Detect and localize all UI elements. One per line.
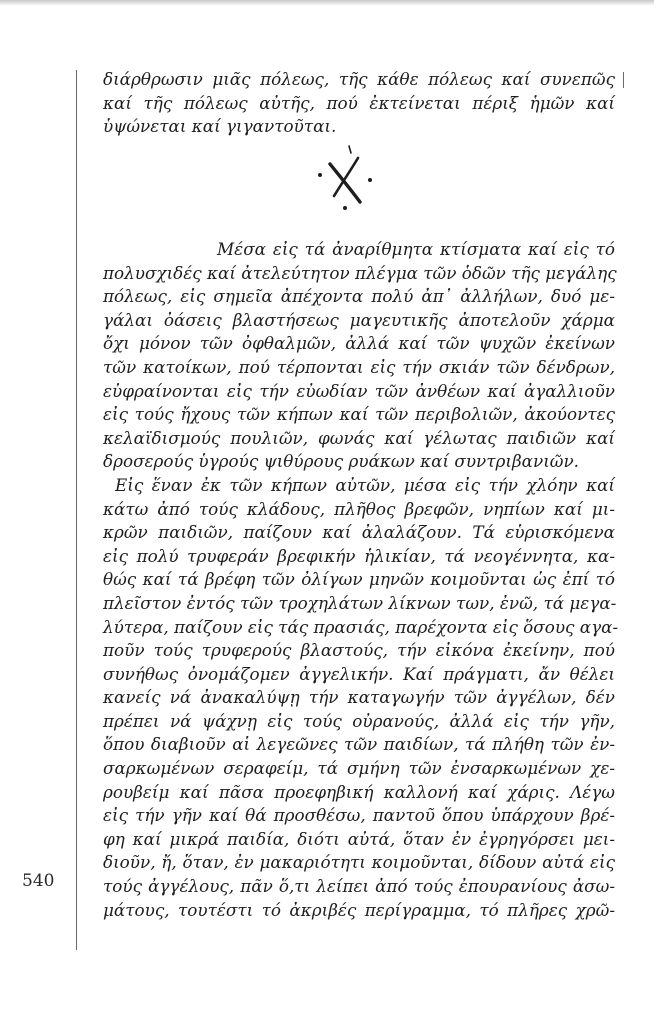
text-line: κάτω ἀπό τούς κλάδους, πλῆθος βρεφῶν, νηπίων καί μι- bbox=[103, 498, 615, 519]
main-section-text bbox=[103, 238, 619, 922]
text-line: θώς καί τά βρέφη τῶν ὀλίγων μηνῶν κοιμοῦνται ὡς ἐπί τό bbox=[103, 569, 615, 590]
text-line: διοῦν, ἤ, ὅταν, ἐν μακαριότητι κοιμοῦνται, δίδουν αὐτά εἰς bbox=[103, 852, 615, 873]
text-line: διάρθρωσιν μιᾶς πόλεως, τῆς κάθε πόλεως καί συνεπῶς bbox=[103, 69, 615, 89]
opening-paragraph-fragment bbox=[103, 68, 615, 139]
text-line: εὐφραίνονται εἰς τήν εὐωδίαν τῶν ἀνθέων καί ἀγαλλιοῦν bbox=[103, 380, 615, 401]
text-line: κανείς νά ἀνακαλύψῃ τήν καταγωγήν τῶν ἀγγέλων, δέν bbox=[103, 687, 615, 708]
text-line: πόλεως, εἰς σημεῖα ἀπέχοντα πολύ ἀπ᾽ ἀλλήλων, δυό με- bbox=[103, 286, 615, 307]
cross-ornament-icon bbox=[308, 142, 380, 212]
right-margin-mark bbox=[623, 72, 624, 88]
text-line: Εἰς ἕναν ἐκ τῶν κήπων αὐτῶν, μέσα εἰς τήν χλόην καί bbox=[115, 474, 615, 495]
text-line: ὑψώνεται καί γιγαντοῦται. bbox=[103, 116, 337, 137]
text-line: γάλαι ὀάσεις βλαστήσεως μαγευτικῆς ἀποτελοῦν χάρμα bbox=[103, 309, 615, 330]
text-line: πρέπει νά ψάχνῃ εἰς τούς οὐρανούς, ἀλλά εἰς τήν γῆν, bbox=[103, 710, 615, 731]
text-line: συνήθως ὀνομάζομεν ἀγγελικήν. Καί πράγματι, ἄν θέλει bbox=[103, 663, 615, 684]
page-number: 540 bbox=[22, 871, 55, 891]
text-line: ρουβείμ καί πᾶσα προεφηβική καλλονή καί χάρις. Λέγω bbox=[103, 781, 615, 802]
page-top-edge bbox=[0, 0, 654, 6]
text-line: τούς ἀγγέλους, πᾶν ὅ,τι λείπει ἀπό τούς ἐπουρανίους ἀσω- bbox=[103, 876, 615, 897]
text-line: δροσερούς ὑγρούς ψιθύρους ρυάκων καί συντριβανιῶν. bbox=[103, 451, 580, 472]
text-line: σαρκωμένων σεραφείμ, τά σμήνη τῶν ἐνσαρκωμένων χε- bbox=[103, 758, 615, 779]
text-line: εἰς τούς ἤχους τῶν κήπων καί τῶν περιβολιῶν, ἀκούοντες bbox=[103, 404, 615, 425]
text-line: καί τῆς πόλεως αὐτῆς, πού ἐκτείνεται πέριξ ἡμῶν καί bbox=[103, 92, 615, 113]
text-line: κελαϊδισμούς πουλιῶν, φωνάς καί γέλωτας παιδιῶν καί bbox=[103, 427, 615, 448]
text-line: Μέσα εἰς τά ἀναρίθμητα κτίσματα καί εἰς τό bbox=[217, 239, 615, 259]
text-line: κρῶν παιδιῶν, παίζουν καί ἀλαλάζουν. Τά εὑρισκόμενα bbox=[103, 522, 615, 543]
text-line: ὄχι μόνον τῶν ὀφθαλμῶν, ἀλλά καί τῶν ψυχῶν ἐκείνων bbox=[103, 333, 615, 354]
text-line: λύτερα, παίζουν εἰς τάς πρασιάς, παρέχοντα εἰς ὅσους αγα- bbox=[103, 616, 619, 637]
left-margin-rule bbox=[76, 70, 77, 950]
text-line: ὅπου διαβιοῦν αἱ λεγεῶνες τῶν παιδίων, τά πλήθη τῶν ἐν- bbox=[103, 734, 615, 755]
text-line: εἰς τήν γῆν καί θά προσθέσω, παντοῦ ὅπου ὑπάρχουν βρέ- bbox=[103, 805, 615, 826]
text-line: ποῦν τούς τρυφερούς βλαστούς, τήν εἰκόνα ἐκείνην, πού bbox=[103, 640, 615, 661]
text-line: πλεῖστον ἐντός τῶν τροχηλάτων λίκνων των, ἐνῶ, τά μεγα- bbox=[103, 592, 617, 613]
text-line: μάτους, τουτέστι τό ἀκριβές περίγραμμα, τό πλῆρες χρῶ- bbox=[103, 899, 615, 920]
text-line: φη καί μικρά παιδία, διότι αὐτά, ὅταν ἐν ἐγρηγόρσει μει- bbox=[103, 828, 615, 849]
text-line: τῶν κατοίκων, πού τέρπονται εἰς τήν σκιάν τῶν δένδρων, bbox=[103, 356, 615, 377]
text-line: πολυσχιδές καί ἀτελεύτητον πλέγμα τῶν ὁδῶν τῆς μεγάλης bbox=[103, 262, 617, 283]
text-line: εἰς πολύ τρυφεράν βρεφικήν ἡλικίαν, τά νεογέννητα, κα- bbox=[103, 545, 615, 566]
